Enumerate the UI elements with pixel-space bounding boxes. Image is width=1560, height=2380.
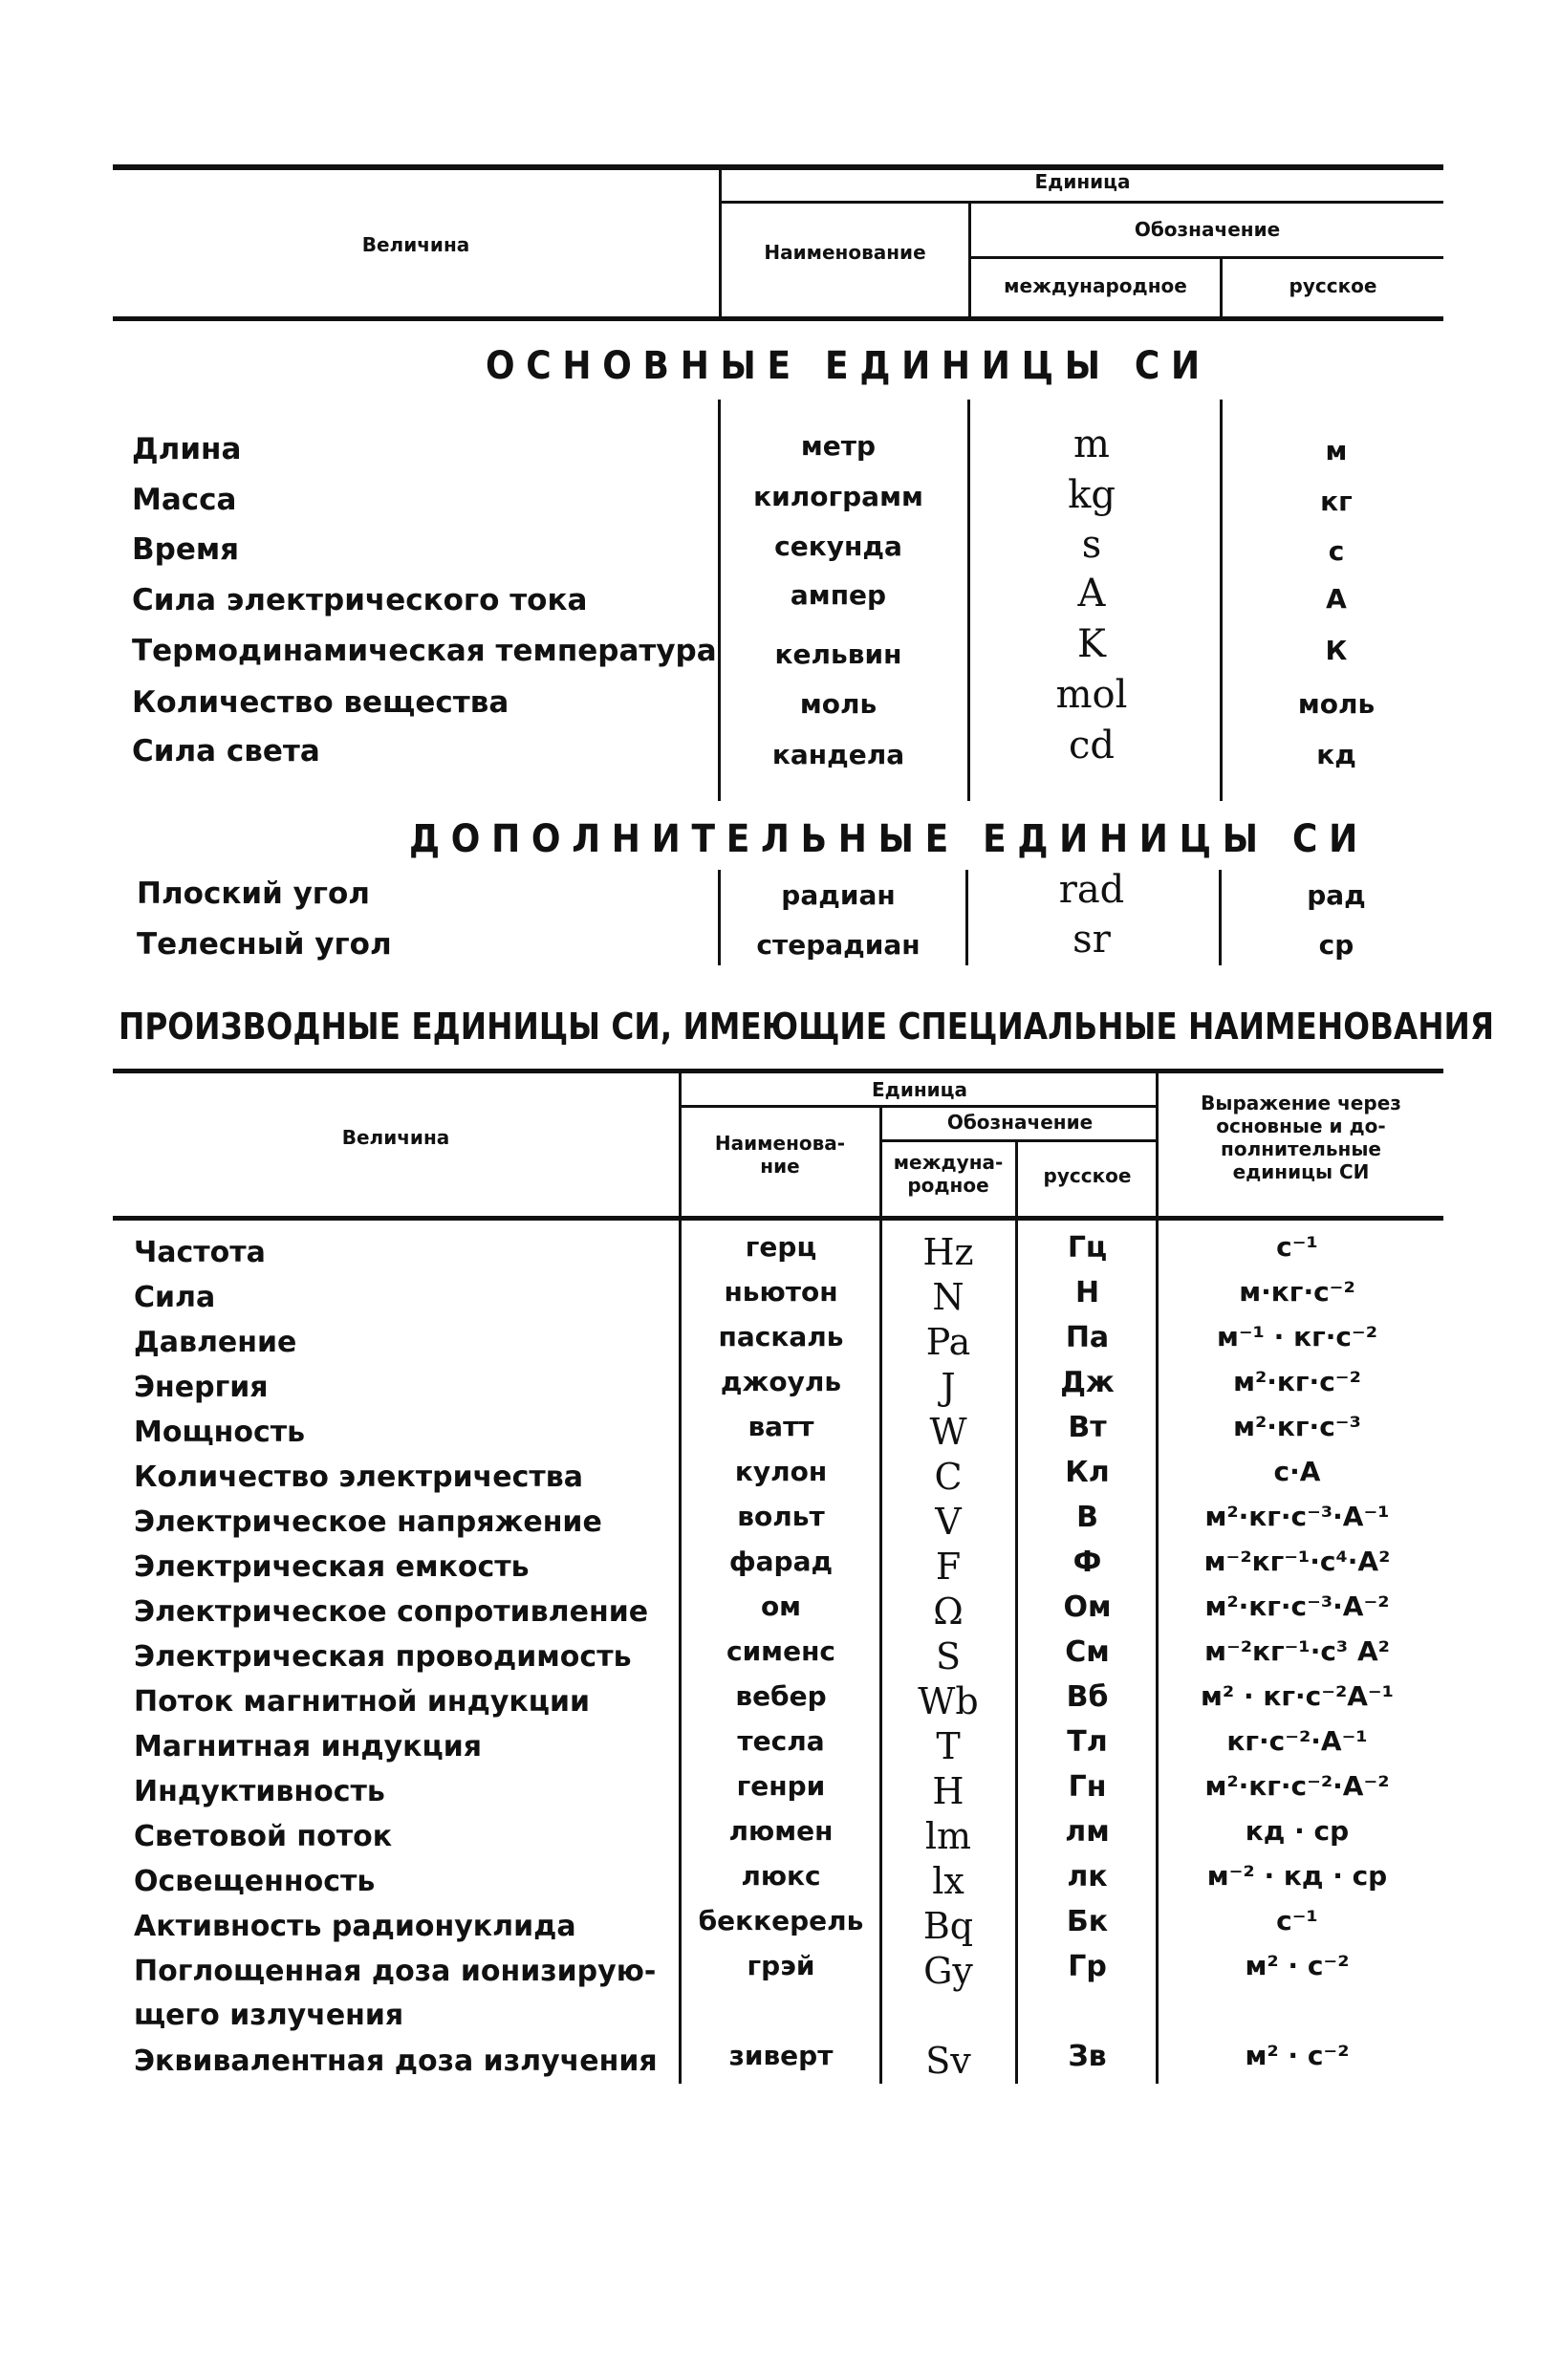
section-title-derived-units: ПРОИЗВОДНЫЕ ЕДИНИЦЫ СИ, ИМЕЮЩИЕ СПЕЦИАЛЬНЫЕ НАИМЕНОВАНИЯ: [119, 1006, 1495, 1048]
table2-row: [0, 1950, 1560, 2040]
quantity-cell: Сила электрического тока: [132, 583, 588, 617]
table2-header-intl-line: междуна-: [893, 1151, 1004, 1174]
intl-symbol-cell: W: [929, 1411, 967, 1453]
table2-row: [0, 1321, 1560, 1366]
unit-name-cell: кулон: [734, 1456, 828, 1487]
intl-symbol-cell: Pa: [925, 1321, 971, 1363]
table2-rule: [681, 1105, 1159, 1108]
intl-symbol-cell: kg: [1068, 473, 1116, 517]
table2-header-name-line: Наименова-: [714, 1132, 846, 1155]
table2-row: [0, 1590, 1560, 1635]
table2-row: [0, 1546, 1560, 1590]
intl-symbol-cell: Hz: [922, 1231, 974, 1273]
intl-symbol-cell: J: [941, 1366, 956, 1408]
table2-rule: [881, 1139, 1159, 1142]
rus-symbol-cell: Бк: [1066, 1905, 1109, 1938]
table1-rule: [970, 256, 1443, 259]
intl-symbol-cell: m: [1073, 422, 1110, 466]
unit-name-cell: джоуль: [720, 1366, 842, 1397]
table1-col-divider: [1219, 870, 1222, 965]
table2-header-quantity: Величина: [341, 1126, 450, 1149]
table2-header-international: [881, 1151, 1015, 1197]
expression-cell: с⁻¹: [1276, 1231, 1318, 1263]
quantity-cell: Эквивалентная доза излучения: [134, 2045, 658, 2078]
unit-name-cell: люкс: [741, 1860, 821, 1892]
rus-symbol-cell: Н: [1074, 1276, 1100, 1309]
rus-symbol-cell: рад: [1307, 879, 1366, 911]
table2-header-intl-line: родное: [907, 1174, 989, 1197]
unit-name-cell: кельвин: [774, 638, 902, 670]
rus-symbol-cell: лк: [1067, 1860, 1108, 1893]
table2-header-name-line: ние: [760, 1155, 800, 1178]
quantity-line: щего излучения: [134, 1999, 404, 2032]
table2-header-name: [681, 1132, 879, 1178]
quantity-cell: Частота: [134, 1236, 266, 1269]
rus-symbol-cell: Дж: [1060, 1366, 1115, 1399]
table2-row: [0, 1905, 1560, 1950]
expression-cell: с·А: [1273, 1456, 1321, 1487]
unit-name-cell: ампер: [790, 579, 887, 611]
quantity-line: Поглощенная доза ионизирую-: [134, 1955, 657, 1988]
expression-cell: м·кг·с⁻²: [1239, 1276, 1355, 1308]
quantity-cell: Время: [132, 532, 240, 567]
table2-header-russian: русское: [1043, 1164, 1132, 1187]
table2-row: [0, 1860, 1560, 1905]
intl-symbol-cell: mol: [1055, 673, 1128, 717]
expression-cell: м²·кг·с⁻³: [1233, 1411, 1361, 1442]
intl-symbol-cell: A: [1077, 572, 1106, 616]
table2-header-expr-line: основные и до-: [1216, 1114, 1386, 1137]
table1-header-bottom-rule: [113, 316, 1443, 321]
table2-row: [0, 2040, 1560, 2085]
intl-symbol-cell: sr: [1072, 918, 1111, 962]
table1-header-designation: Обозначение: [1134, 218, 1281, 241]
table1-header-unit: Единица: [1034, 170, 1131, 193]
quantity-cell: Сила света: [132, 734, 320, 768]
table2-row: [0, 1725, 1560, 1770]
quantity-cell: Мощность: [134, 1416, 306, 1449]
expression-cell: м² · кг·с⁻²А⁻¹: [1201, 1680, 1394, 1712]
table2-header-expr-line: Выражение через: [1201, 1092, 1401, 1114]
unit-name-cell: ом: [760, 1590, 802, 1622]
intl-symbol-cell: rad: [1058, 868, 1125, 912]
rus-symbol-cell: м: [1325, 435, 1348, 466]
rus-symbol-cell: ср: [1318, 929, 1354, 961]
unit-name-cell: ватт: [748, 1411, 814, 1442]
intl-symbol-cell: K: [1077, 622, 1106, 666]
quantity-cell: Масса: [132, 483, 237, 517]
quantity-cell: Сила: [134, 1281, 216, 1314]
table2-header-bottom-rule: [113, 1216, 1443, 1221]
unit-name-cell: ньютон: [724, 1276, 838, 1308]
table2-row: [0, 1815, 1560, 1860]
table2-header-expr-line: единицы СИ: [1232, 1160, 1370, 1183]
table2-header-unit: Единица: [872, 1078, 967, 1101]
table1-header-russian: русское: [1289, 274, 1377, 297]
quantity-cell: Плоский угол: [137, 876, 371, 911]
table2-header-expr-line: полнительные: [1221, 1137, 1381, 1160]
intl-symbol-cell: Gy: [923, 1950, 973, 1992]
table2-row: [0, 1635, 1560, 1680]
quantity-cell: Длина: [132, 432, 242, 466]
table1-col-divider: [1220, 400, 1223, 801]
rus-symbol-cell: Гр: [1068, 1950, 1107, 1983]
table2-top-rule: [113, 1069, 1443, 1073]
quantity-cell: Электрическая проводимость: [134, 1640, 632, 1674]
rus-symbol-cell: Зв: [1068, 2040, 1107, 2073]
table2-row: [0, 1680, 1560, 1725]
expression-cell: м² · с⁻²: [1245, 1950, 1350, 1981]
unit-name-cell: генри: [736, 1770, 826, 1802]
unit-name-cell: стерадиан: [756, 929, 921, 961]
unit-name-cell: моль: [799, 688, 878, 720]
intl-symbol-cell: C: [934, 1456, 963, 1498]
unit-name-cell: грэй: [747, 1950, 815, 1981]
unit-name-cell: герц: [745, 1231, 817, 1263]
unit-name-cell: паскаль: [718, 1321, 844, 1352]
table1-header-quantity: Величина: [361, 233, 470, 256]
table2-row: [0, 1276, 1560, 1321]
rus-symbol-cell: Ф: [1072, 1546, 1102, 1579]
rus-symbol-cell: Гц: [1067, 1231, 1108, 1265]
table2-row: [0, 1231, 1560, 1276]
intl-symbol-cell: Ω: [933, 1590, 964, 1633]
rus-symbol-cell: Гн: [1068, 1770, 1107, 1804]
rus-symbol-cell: моль: [1297, 688, 1376, 720]
rus-symbol-cell: А: [1326, 583, 1347, 615]
expression-cell: м⁻²кг⁻¹·с³ А²: [1204, 1635, 1390, 1667]
intl-symbol-cell: Wb: [918, 1680, 979, 1722]
unit-name-cell: люмен: [728, 1815, 834, 1847]
intl-symbol-cell: F: [935, 1546, 962, 1588]
expression-cell: с⁻¹: [1276, 1905, 1318, 1936]
intl-symbol-cell: s: [1081, 523, 1102, 567]
expression-cell: м²·кг·с⁻³·А⁻¹: [1204, 1501, 1390, 1532]
expression-cell: м⁻¹ · кг·с⁻²: [1217, 1321, 1377, 1352]
unit-name-cell: метр: [800, 430, 877, 462]
intl-symbol-cell: H: [932, 1770, 964, 1812]
table1-header-international: международное: [1004, 274, 1187, 297]
intl-symbol-cell: T: [936, 1725, 961, 1767]
expression-cell: м⁻²кг⁻¹·с⁴·А²: [1203, 1546, 1391, 1577]
rus-symbol-cell: Па: [1065, 1321, 1110, 1354]
quantity-cell: Световой поток: [134, 1820, 393, 1853]
unit-name-cell: кандела: [771, 739, 905, 770]
rus-symbol-cell: кд: [1316, 739, 1356, 770]
unit-name-cell: секунда: [774, 530, 902, 562]
quantity-cell: Электрическое сопротивление: [134, 1595, 649, 1629]
table2-row: [0, 1456, 1560, 1501]
table2-row: [0, 1770, 1560, 1815]
intl-symbol-cell: lm: [924, 1815, 972, 1857]
expression-cell: м²·кг·с⁻²: [1233, 1366, 1361, 1397]
rus-symbol-cell: Кл: [1065, 1456, 1110, 1489]
quantity-cell: Магнитная индукция: [134, 1730, 482, 1763]
rus-symbol-cell: К: [1325, 635, 1348, 666]
table2-row: [0, 1501, 1560, 1546]
expression-cell: м⁻² · кд · ср: [1206, 1860, 1388, 1892]
unit-name-cell: беккерель: [698, 1905, 864, 1936]
quantity-cell: Освещенность: [134, 1865, 376, 1898]
expression-cell: м²·кг·с⁻²·А⁻²: [1204, 1770, 1390, 1802]
rus-symbol-cell: См: [1065, 1635, 1110, 1669]
section-title-supplementary-units: ДОПОЛНИТЕЛЬНЫЕ ЕДИНИЦЫ СИ: [409, 817, 1369, 861]
rus-symbol-cell: лм: [1065, 1815, 1110, 1849]
intl-symbol-cell: cd: [1068, 724, 1115, 768]
intl-symbol-cell: Bq: [922, 1905, 974, 1947]
quantity-cell: Индуктивность: [134, 1775, 385, 1808]
quantity-cell: Поток магнитной индукции: [134, 1685, 591, 1719]
expression-cell: м²·кг·с⁻³·А⁻²: [1204, 1590, 1390, 1622]
rus-symbol-cell: кг: [1320, 486, 1353, 517]
quantity-cell: Энергия: [134, 1371, 269, 1404]
table2-header-designation: Обозначение: [946, 1111, 1094, 1134]
section-title-base-units: ОСНОВНЫЕ ЕДИНИЦЫ СИ: [486, 344, 1211, 388]
quantity-cell: Телесный угол: [137, 927, 392, 962]
unit-name-cell: фарад: [728, 1546, 834, 1577]
rus-symbol-cell: Ом: [1063, 1590, 1112, 1624]
quantity-cell: Электрическая емкость: [134, 1550, 530, 1584]
quantity-cell: [134, 1950, 656, 2038]
quantity-cell: Электрическое напряжение: [134, 1505, 602, 1539]
rus-symbol-cell: Вб: [1066, 1680, 1109, 1714]
unit-name-cell: килограмм: [753, 481, 923, 512]
intl-symbol-cell: lx: [932, 1860, 964, 1902]
unit-name-cell: зиверт: [728, 2040, 834, 2071]
quantity-cell: Давление: [134, 1326, 297, 1359]
quantity-cell: Количество вещества: [132, 685, 509, 720]
intl-symbol-cell: Sv: [925, 2040, 971, 2082]
expression-cell: м² · с⁻²: [1245, 2040, 1350, 2071]
expression-cell: кг·с⁻²·А⁻¹: [1226, 1725, 1368, 1757]
table1-header-name: Наименование: [764, 241, 926, 264]
table2-row: [0, 1366, 1560, 1411]
quantity-cell: Активность радионуклида: [134, 1910, 576, 1943]
rus-symbol-cell: с: [1328, 535, 1345, 567]
intl-symbol-cell: N: [932, 1276, 964, 1318]
rus-symbol-cell: Тл: [1067, 1725, 1108, 1759]
quantity-cell: Термодинамическая температура: [132, 634, 717, 668]
unit-name-cell: вебер: [735, 1680, 827, 1712]
rus-symbol-cell: Вт: [1068, 1411, 1107, 1444]
table1-rule: [722, 201, 1443, 204]
table2-header-expression: [1159, 1092, 1443, 1183]
unit-name-cell: сименс: [726, 1635, 836, 1667]
unit-name-cell: радиан: [781, 879, 896, 911]
table2-row: [0, 1411, 1560, 1456]
unit-name-cell: вольт: [737, 1501, 825, 1532]
intl-symbol-cell: S: [935, 1635, 962, 1677]
intl-symbol-cell: V: [935, 1501, 962, 1543]
expression-cell: кд · ср: [1245, 1815, 1350, 1847]
rus-symbol-cell: В: [1076, 1501, 1098, 1534]
unit-name-cell: тесла: [737, 1725, 825, 1757]
quantity-cell: Количество электричества: [134, 1460, 583, 1494]
